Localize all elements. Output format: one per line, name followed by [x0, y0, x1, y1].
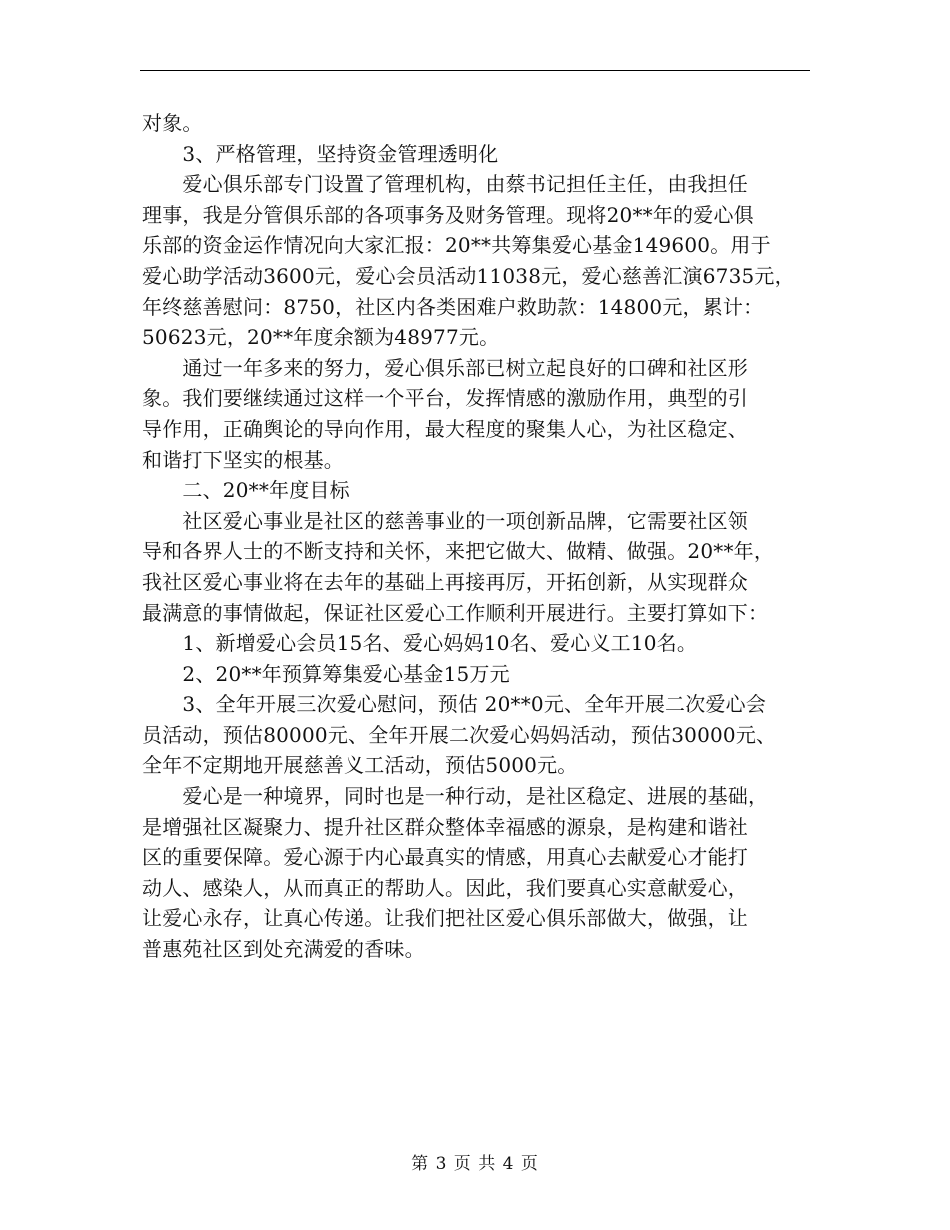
list-item: 1、新增爱心会员15名、爱心妈妈10名、爱心义工10名。	[142, 631, 698, 656]
text-line: 通过一年多来的努力，爱心俱乐部已树立起良好的口碑和社区形	[142, 355, 748, 380]
text-line: 导和各界人士的不断支持和关怀，来把它做大、做精、做强。20**年，	[142, 539, 775, 564]
text-line: 对象。	[142, 111, 203, 135]
header-rule	[140, 70, 810, 71]
text-line: 区的重要保障。爱心源于内心最真实的情感，用真心去献爱心才能打	[142, 845, 748, 870]
text-line: 最满意的事情做起，保证社区爱心工作顺利开展进行。主要打算如下：	[142, 600, 769, 625]
text-line: 是增强社区凝聚力、提升社区群众整体幸福感的源泉，是构建和谐社	[142, 814, 748, 839]
text-line: 50623元，20**年度余额为48977元。	[142, 325, 500, 350]
text-line: 和谐打下坚实的根基。	[142, 447, 344, 472]
text-line: 动人、感染人，从而真正的帮助人。因此，我们要真心实意献爱心，	[142, 875, 748, 900]
section-heading: 二、20**年度目标	[142, 478, 350, 503]
text-line: 爱心助学活动3600元，爱心会员活动11038元，爱心慈善汇演6735元，	[142, 263, 795, 288]
text-line: 全年不定期地开展慈善义工活动，预估5000元。	[142, 753, 578, 778]
section-heading: 3、严格管理，坚持资金管理透明化	[142, 141, 499, 166]
text-line: 年终慈善慰问：8750，社区内各类困难户救助款：14800元，累计：	[142, 294, 764, 319]
text-line: 理事，我是分管俱乐部的各项事务及财务管理。现将20**年的爱心俱	[142, 202, 754, 227]
text-line: 社区爱心事业是社区的慈善事业的一项创新品牌，它需要社区领	[142, 508, 748, 533]
text-line: 员活动，预估80000元、全年开展二次爱心妈妈活动，预估30000元、	[142, 722, 777, 747]
text-line: 爱心是一种境界，同时也是一种行动，是社区稳定、进展的基础，	[142, 784, 769, 809]
text-line: 乐部的资金运作情况向大家汇报：20**共筹集爱心基金149600。用于	[142, 233, 771, 258]
text-line: 我社区爱心事业将在去年的基础上再接再厉，开拓创新，从实现群众	[142, 569, 748, 594]
list-item: 2、20**年预算筹集爱心基金15万元	[142, 661, 510, 686]
text-line: 象。我们要继续通过这样一个平台，发挥情感的激励作用，典型的引	[142, 386, 748, 411]
text-line: 让爱心永存，让真心传递。让我们把社区爱心俱乐部做大，做强，让	[142, 906, 748, 931]
text-line: 导作用，正确舆论的导向作用，最大程度的聚集人心，为社区稳定、	[142, 416, 748, 441]
text-line: 普惠苑社区到处充满爱的香味。	[142, 937, 425, 962]
text-line: 爱心俱乐部专门设置了管理机构，由蔡书记担任主任，由我担任	[142, 172, 748, 197]
page-footer: 第 3 页 共 4 页	[411, 1154, 539, 1174]
document-body	[142, 108, 826, 965]
list-item: 3、全年开展三次爱心慰问，预估 20**0元、全年开展二次爱心会	[142, 692, 767, 717]
